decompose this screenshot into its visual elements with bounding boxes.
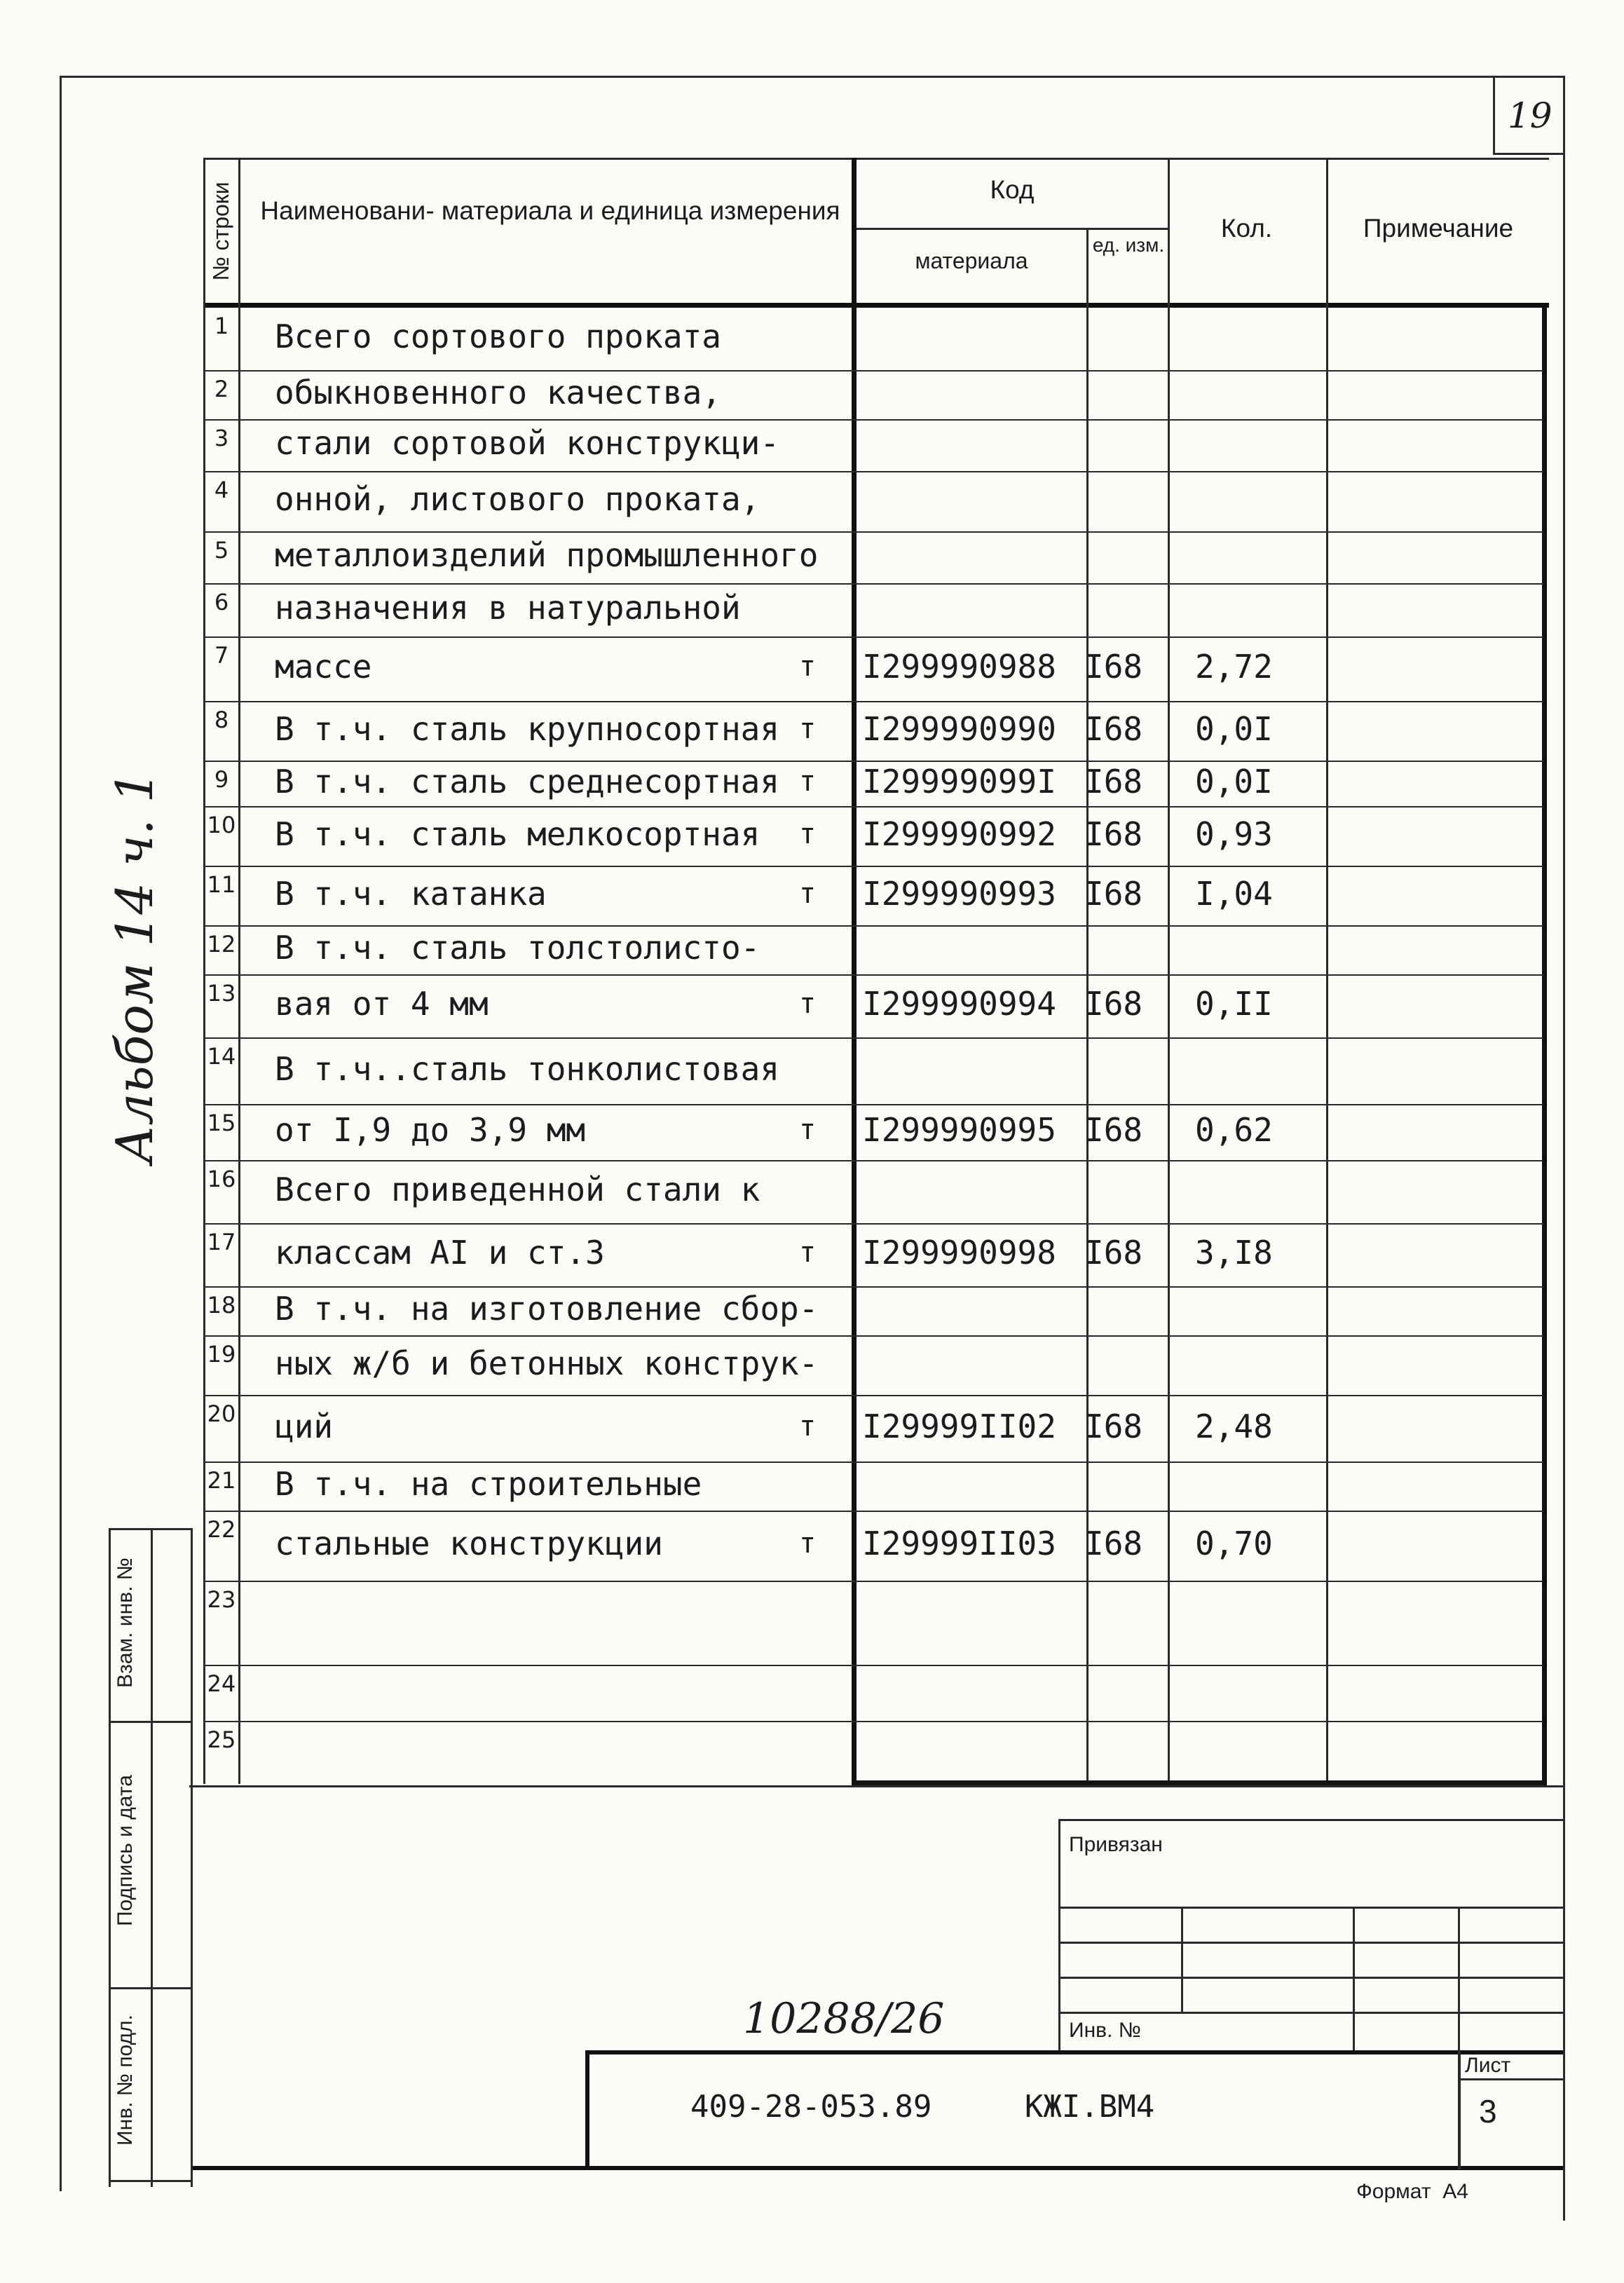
row-n: 12 [207,931,236,958]
row-n: 8 [214,707,229,733]
row-n: 16 [207,1166,236,1192]
row-ed: I68 [1084,985,1143,1023]
row-separator [203,1037,1543,1039]
list-cell-left [1458,2050,1461,2169]
row-name: В т.ч. катанка [275,874,547,913]
row-name: стали сортовой конструкци- [275,424,780,462]
row-name: Всего сортового проката [275,318,721,355]
stamp-line-2 [1058,1942,1563,1944]
row-separator [203,471,1543,472]
row-name: В т.ч. на изготовление сбор- [275,1290,819,1328]
title-block-left [585,2050,589,2169]
row-name: В т.ч. сталь крупносортная [275,709,780,748]
header-code-split-line [857,228,1168,230]
row-separator [203,1335,1543,1337]
row-code: I299990992 [862,815,1056,853]
row-code: I299990995 [862,1111,1056,1149]
row-ed: I68 [1084,1525,1143,1562]
row-n: 6 [214,589,229,615]
row-unit: т [799,1236,817,1269]
stamp-left [1058,1819,1060,2050]
row-n: 20 [207,1401,236,1427]
header-row-no: № строки [208,182,233,281]
row-separator [203,1461,1543,1463]
row-n: 4 [214,477,229,503]
inv-podl-label: Инв. № подл. [114,2015,137,2146]
list-cell-split [1458,2078,1563,2080]
row-separator [203,583,1543,585]
side-strip-bottom [109,2180,193,2182]
side-strip-right [191,1528,193,2187]
title-block-bottom [193,2166,1563,2170]
row-separator [203,419,1543,421]
title-block-top [585,2050,1563,2054]
row-qty: 2,72 [1195,648,1273,686]
row-n: 13 [207,980,236,1007]
stamp-line-3 [1058,1977,1563,1979]
format-label: Формат А4 [1356,2180,1468,2203]
row-qty: 0,93 [1195,815,1273,853]
row-n: 14 [207,1043,236,1070]
row-unit: т [799,765,817,798]
row-n: 19 [207,1341,236,1368]
col-line-unit-right [1168,158,1170,1784]
privyazan-label: Привязан [1069,1833,1163,1856]
header-code-material: материала [915,248,1028,273]
row-ed: I68 [1084,1111,1143,1149]
row-n: 11 [207,871,236,898]
row-unit: т [799,650,817,683]
row-n: 9 [214,766,229,793]
row-code: I29999099I [862,762,1056,800]
row-code: I29999II03 [862,1525,1056,1562]
row-unit: т [799,1527,817,1560]
row-n: 23 [207,1586,236,1613]
row-qty: 0,II [1195,985,1273,1023]
row-name: стальные конструкции [275,1525,663,1562]
handwritten-number: 10288/26 [743,1994,945,2043]
row-separator [203,925,1543,927]
row-n: 7 [214,642,229,669]
row-n: 21 [207,1467,236,1494]
row-separator [203,1395,1543,1396]
row-separator [203,701,1543,702]
table-bottom-thick [852,1780,1547,1785]
row-n: 15 [207,1110,236,1136]
row-name: В т.ч. на строительные [275,1465,702,1503]
row-separator [203,1581,1543,1582]
row-n: 10 [207,812,236,838]
row-qty: 0,0I [1195,709,1273,748]
row-name: ных ж/б и бетонных конструк- [275,1344,819,1382]
row-name: от I,9 до 3,9 мм [275,1111,586,1149]
row-code: I299990993 [862,874,1056,913]
list-label: Лист [1465,2054,1511,2077]
row-code: I299990994 [862,985,1056,1023]
row-n: 24 [207,1670,236,1697]
side-strip-mid [151,1528,153,2187]
row-ed: I68 [1084,648,1143,686]
stamp-v-1 [1181,1907,1183,2012]
row-ed: I68 [1084,1234,1143,1272]
stamp-top [1058,1819,1563,1821]
row-separator [203,531,1543,533]
row-qty: 2,48 [1195,1407,1273,1445]
outer-frame-right [1563,76,1565,2221]
header-top-line [203,158,1549,160]
row-qty: I,04 [1195,874,1273,913]
row-unit: т [799,988,817,1020]
header-code: Код [990,175,1035,204]
row-unit: т [799,712,817,745]
row-name: обыкновенного качества, [275,374,721,411]
header-bottom-line [203,303,1549,308]
col-line-qty-right [1326,158,1328,1784]
row-qty: 0,0I [1195,762,1273,800]
document-designation: 409-28-053.89 КЖI.ВМ4 [690,2089,1155,2125]
list-value: 3 [1479,2093,1497,2129]
podpis-label: Подпись и дата [114,1775,137,1926]
row-separator [203,1511,1543,1512]
row-separator [203,1665,1543,1666]
row-name: металлоизделий промышленного [275,536,819,574]
row-separator [203,370,1543,372]
album-label: Альбом 14 ч. 1 [105,770,164,1164]
row-unit: т [799,1114,817,1146]
row-code: I299990990 [862,709,1056,748]
row-n: 1 [214,313,229,339]
row-n: 25 [207,1726,236,1753]
row-n: 18 [207,1292,236,1318]
stamp-v-2 [1353,1907,1355,2050]
row-ed: I68 [1084,762,1143,800]
row-name: вая от 4 мм [275,985,489,1023]
row-name: классам AI и ст.3 [275,1234,605,1272]
row-separator [203,1160,1543,1161]
row-code: I299990988 [862,648,1056,686]
header-note: Примечание [1363,214,1514,243]
row-name: онной, листового проката, [275,480,760,518]
table-bottom-line [189,1785,1563,1787]
row-qty: 0,70 [1195,1525,1273,1562]
row-name: В т.ч. сталь толстолисто- [275,929,760,967]
row-ed: I68 [1084,874,1143,913]
row-unit: т [799,877,817,910]
row-name: В т.ч..сталь тонколистовая [275,1049,780,1088]
row-code: I29999II02 [862,1407,1056,1445]
row-n: 3 [214,425,229,451]
header-code-unit: ед. изм. [1092,234,1165,256]
row-name: ций [275,1407,334,1445]
row-separator [203,1223,1543,1225]
sheet-number-handwritten: 19 [1508,95,1553,136]
row-separator [203,1104,1543,1105]
row-ed: I68 [1084,709,1143,748]
row-separator [203,806,1543,807]
header-qty: Кол. [1220,214,1273,243]
row-separator [203,1721,1543,1722]
row-separator [203,866,1543,867]
row-code: I299990998 [862,1234,1056,1272]
stamp-v-3 [1458,1907,1460,2050]
row-unit: т [799,1410,817,1443]
side-strip-top [109,1528,193,1530]
row-name: массе [275,648,372,686]
inv-no-label: Инв. № [1069,2019,1141,2042]
col-line-rowno-right [238,158,240,1784]
row-name: В т.ч. сталь среднесортная [275,762,780,800]
row-n: 2 [214,376,229,402]
row-separator [203,636,1543,638]
stamp-line-1 [1058,1907,1563,1909]
col-line-name-right [852,158,857,1784]
row-name: назначения в натуральной [275,589,741,627]
stamp-line-4 [1058,2012,1563,2014]
row-separator [203,974,1543,976]
header-name: Наименовани‑ материала и единица измерения [260,196,840,225]
col-line-table-right [1542,303,1547,1784]
side-strip-left [109,1528,111,2187]
row-unit: т [799,817,817,850]
row-n: 5 [214,537,229,564]
row-name: Всего приведенной стали к [275,1171,760,1208]
sheet-number-box [1493,76,1565,155]
row-ed: I68 [1084,1407,1143,1445]
vzam-label: Взам. инв. № [114,1558,137,1688]
row-ed: I68 [1084,815,1143,853]
row-qty: 3,I8 [1195,1234,1273,1272]
row-name: В т.ч. сталь мелкосортная [275,815,760,853]
row-n: 17 [207,1229,236,1255]
row-separator [203,1286,1543,1288]
row-n: 22 [207,1516,236,1543]
row-qty: 0,62 [1195,1111,1273,1149]
